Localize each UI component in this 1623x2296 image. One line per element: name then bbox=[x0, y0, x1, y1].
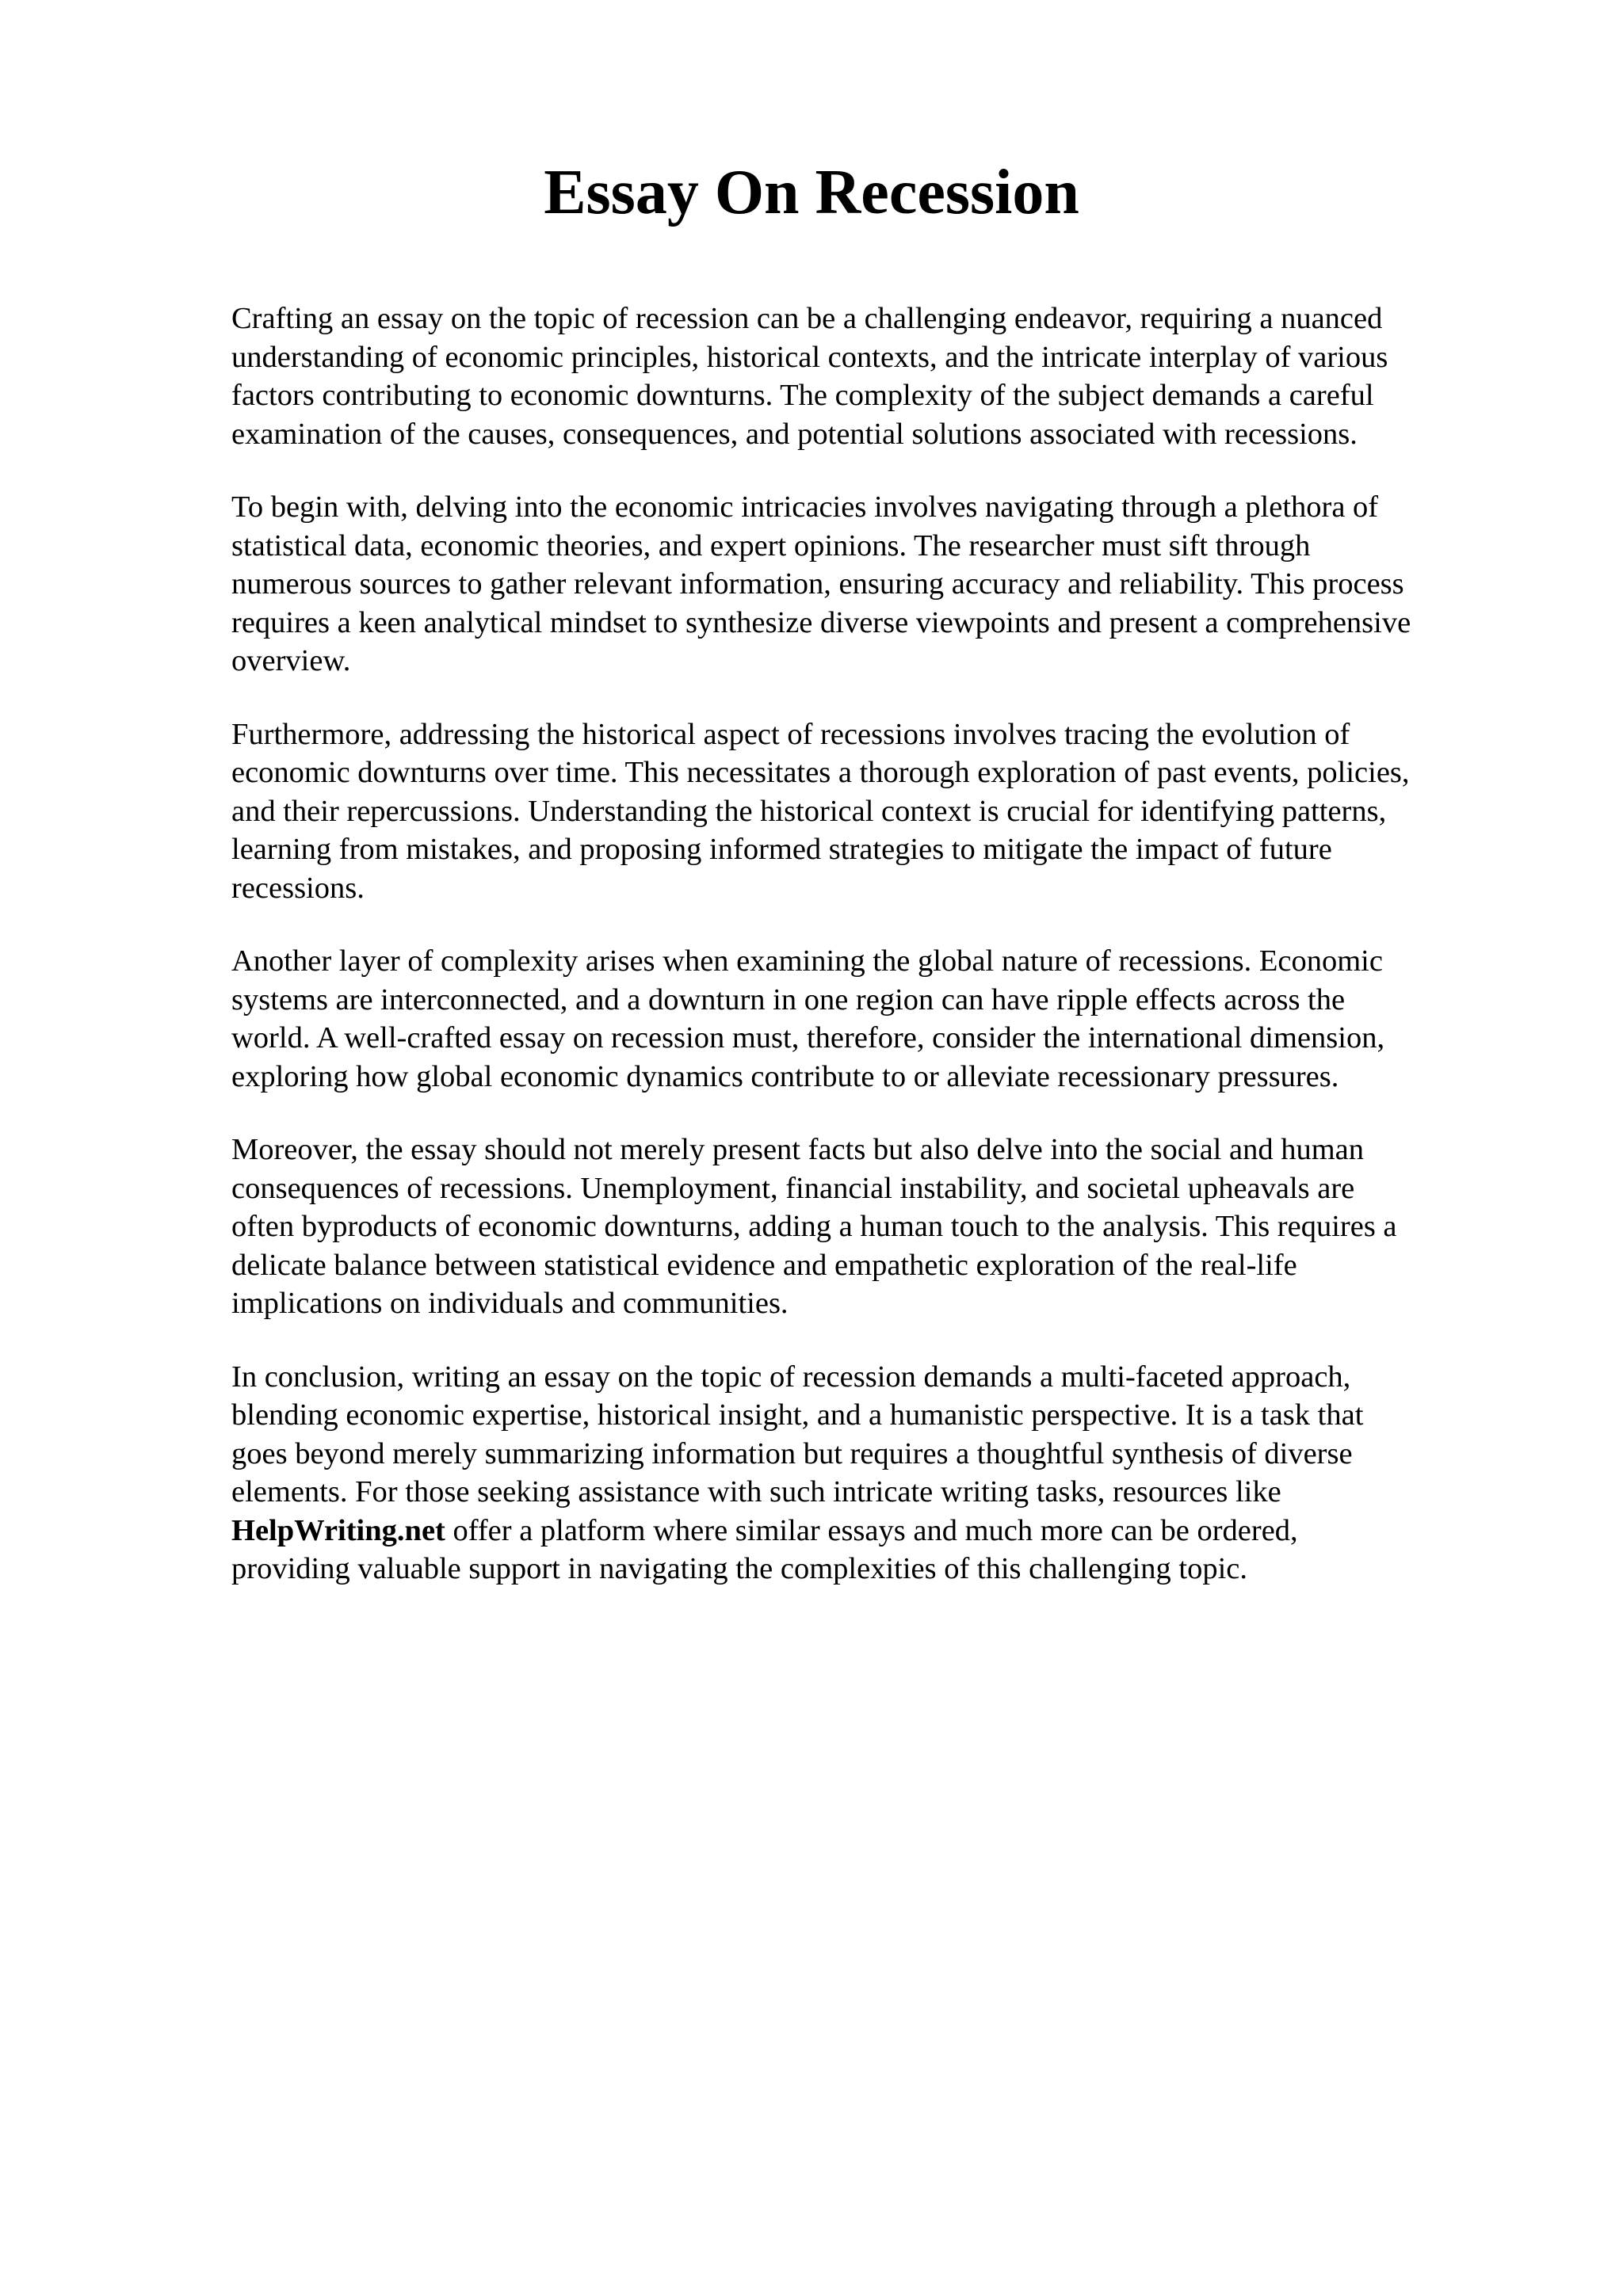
paragraph-5 bbox=[231, 1131, 1547, 1323]
paragraph-3 bbox=[231, 715, 1547, 908]
text-line: Moreover, the essay should not merely present facts but also delve into the social and human bbox=[231, 1133, 1364, 1166]
text-line: systems are interconnected, and a downturn in one region can have ripple effects across the bbox=[231, 982, 1346, 1016]
text-line: Another layer of complexity arises when examining the global nature of recessions. Economic bbox=[231, 944, 1383, 978]
text-line: often byproducts of economic downturns, adding a human touch to the analysis. This requires a bbox=[231, 1210, 1397, 1243]
text-line: Furthermore, addressing the historical aspect of recessions involves tracing the evolution of bbox=[231, 717, 1350, 751]
brand-line-tail: offer a platform where similar essays and much more can be ordered, bbox=[445, 1513, 1298, 1547]
brand-name: HelpWriting.net bbox=[231, 1513, 445, 1547]
text-line: exploring how global economic dynamics contribute to or alleviate recessionary pressures. bbox=[231, 1059, 1339, 1093]
text-line: recessions. bbox=[231, 871, 365, 905]
text-line: elements. For those seeking assistance with such intricate writing tasks, resources like bbox=[231, 1475, 1281, 1508]
text-line: examination of the causes, consequences, and potential solutions associated with recessions. bbox=[231, 417, 1358, 451]
essay-body bbox=[231, 299, 1547, 1623]
text-line: overview. bbox=[231, 644, 351, 677]
text-line: factors contributing to economic downturns. The complexity of the subject demands a careful bbox=[231, 379, 1374, 412]
text-line: requires a keen analytical mindset to synthesize diverse viewpoints and present a comprehensive bbox=[231, 605, 1411, 639]
text-line: learning from mistakes, and proposing informed strategies to mitigate the impact of future bbox=[231, 833, 1332, 866]
text-line: economic downturns over time. This necessitates a thorough exploration of past events, policies, bbox=[231, 756, 1410, 789]
text-line: providing valuable support in navigating the complexities of this challenging topic. bbox=[231, 1552, 1248, 1585]
text-line: goes beyond merely summarizing information but requires a thoughtful synthesis of diverse bbox=[231, 1436, 1353, 1470]
text-line: In conclusion, writing an essay on the topic of recession demands a multi-faceted approach, bbox=[231, 1360, 1351, 1394]
text-line: delicate balance between statistical evidence and empathetic exploration of the real-life bbox=[231, 1248, 1297, 1282]
page-title: Essay On Recession bbox=[544, 158, 1079, 227]
paragraph-4 bbox=[231, 942, 1547, 1096]
text-line: To begin with, delving into the economic intricacies involves navigating through a plethora of bbox=[231, 490, 1379, 524]
text-line: Crafting an essay on the topic of recession can be a challenging endeavor, requiring a nuanced bbox=[231, 302, 1383, 335]
paragraph-1 bbox=[231, 299, 1547, 453]
text-line: understanding of economic principles, historical contexts, and the intricate interplay of various bbox=[231, 340, 1388, 374]
text-line: and their repercussions. Understanding the historical context is crucial for identifying patterns, bbox=[231, 794, 1387, 828]
text-line: world. A well-crafted essay on recession must, therefore, consider the international dimension, bbox=[231, 1021, 1385, 1055]
text-line bbox=[231, 1512, 1547, 1550]
text-line: blending economic expertise, historical insight, and a humanistic perspective. It is a task that bbox=[231, 1398, 1364, 1432]
text-line: implications on individuals and communities. bbox=[231, 1287, 789, 1320]
paragraph-conclusion bbox=[231, 1358, 1547, 1589]
text-line: statistical data, economic theories, and expert opinions. The researcher must sift through bbox=[231, 528, 1311, 563]
paragraph-2 bbox=[231, 488, 1547, 681]
text-line: numerous sources to gather relevant information, ensuring accuracy and reliability. This process bbox=[231, 567, 1404, 601]
text-line: consequences of recessions. Unemployment, financial instability, and societal upheavals are bbox=[231, 1171, 1355, 1205]
